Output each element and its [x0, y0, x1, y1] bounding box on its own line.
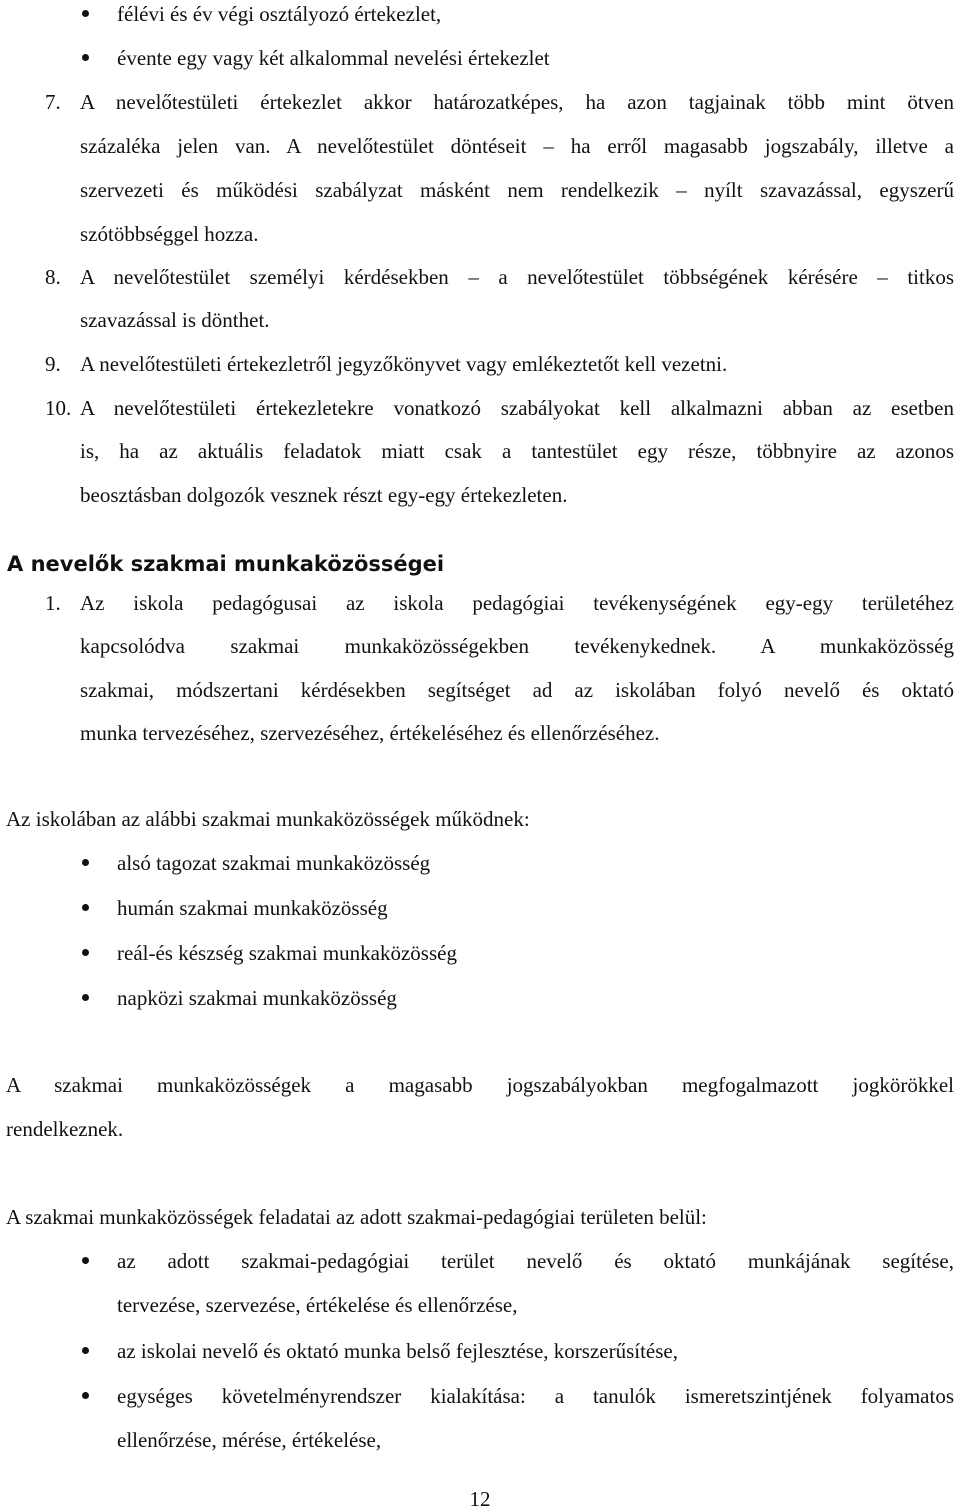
paragraph-line: A szakmai munkaközösségek a magasabb jogszabályokban megfogalmazott jogkörökkel [6, 1073, 954, 1097]
list-item: az iskolai nevelő és oktató munka belső fejlesztése, korszerűsítése, [117, 1339, 678, 1363]
bullet-icon [82, 1392, 89, 1399]
bullet-icon [82, 1347, 89, 1354]
item-number: 7. [45, 90, 61, 114]
paragraph-line: rendelkeznek. [6, 1117, 124, 1141]
paragraph-line: A nevelőtestületi értekezlet akkor határozatképes, ha azon tagjainak több mint ötven [80, 90, 954, 114]
list-item: humán szakmai munkaközösség [117, 896, 388, 920]
bullet-icon [82, 54, 89, 61]
list-intro: A szakmai munkaközösségek feladatai az adott szakmai-pedagógiai területen belül: [6, 1205, 707, 1229]
item-number: 1. [45, 591, 61, 615]
paragraph-line: Az iskola pedagógusai az iskola pedagógiai tevékenységének egy-egy területéhez [80, 591, 954, 615]
bullet-text: évente egy vagy két alkalommal nevelési értekezlet [117, 46, 550, 70]
item-number: 8. [45, 265, 61, 289]
list-item-continuation: tervezése, szervezése, értékelése és ellenőrzése, [117, 1293, 518, 1317]
paragraph-line: szakmai, módszertani kérdésekben segítséget ad az iskolában folyó nevelő és oktató [80, 678, 954, 702]
bullet-icon [82, 994, 89, 1001]
bullet-icon [82, 1257, 89, 1264]
list-item: reál-és készség szakmai munkaközösség [117, 941, 457, 965]
list-item-continuation: ellenőrzése, mérése, értékelése, [117, 1428, 382, 1452]
item-number: 10. [45, 396, 72, 420]
section-heading: A nevelők szakmai munkaközösségei [7, 552, 445, 576]
paragraph-line: munka tervezéséhez, szervezéséhez, értékeléséhez és ellenőrzéséhez. [80, 721, 660, 745]
list-item: napközi szakmai munkaközösség [117, 986, 397, 1010]
paragraph-line: A nevelőtestületi értekezletekre vonatkozó szabályokat kell alkalmazni abban az esetben [80, 396, 954, 420]
page-number: 12 [469, 1487, 491, 1511]
paragraph-line: A nevelőtestületi értekezletről jegyzőkönyvet vagy emlékeztetőt kell vezetni. [80, 352, 728, 376]
list-item: alsó tagozat szakmai munkaközösség [117, 851, 431, 875]
list-intro: Az iskolában az alábbi szakmai munkaközösségek működnek: [6, 807, 530, 831]
bullet-icon [82, 859, 89, 866]
list-item: egységes követelményrendszer kialakítása: a tanulók ismeretszintjének folyamatos [117, 1384, 954, 1408]
bullet-icon [82, 949, 89, 956]
paragraph-line: kapcsolódva szakmai munkaközösségekben tevékenykednek. A munkaközösség [80, 634, 954, 658]
bullet-icon [82, 904, 89, 911]
paragraph-line: százaléka jelen van. A nevelőtestület döntéseit – ha erről magasabb jogszabály, illetve a [80, 134, 954, 158]
bullet-icon [82, 10, 89, 17]
paragraph-line: beosztásban dolgozók vesznek részt egy-egy értekezleten. [80, 483, 568, 507]
paragraph-line: szótöbbséggel hozza. [80, 222, 259, 246]
list-item: az adott szakmai-pedagógiai terület nevelő és oktató munkájának segítése, [117, 1249, 954, 1273]
paragraph-line: szavazással is dönthet. [80, 308, 270, 332]
item-number: 9. [45, 352, 61, 376]
paragraph-line: szervezeti és működési szabályzat másként nem rendelkezik – nyílt szavazással, egyszerű [80, 178, 954, 202]
bullet-text: félévi és év végi osztályozó értekezlet, [117, 2, 442, 26]
paragraph-line: A nevelőtestület személyi kérdésekben – a nevelőtestület többségének kérésére – titkos [80, 265, 954, 289]
paragraph-line: is, ha az aktuális feladatok miatt csak a tantestület egy része, többnyire az azonos [80, 439, 954, 463]
